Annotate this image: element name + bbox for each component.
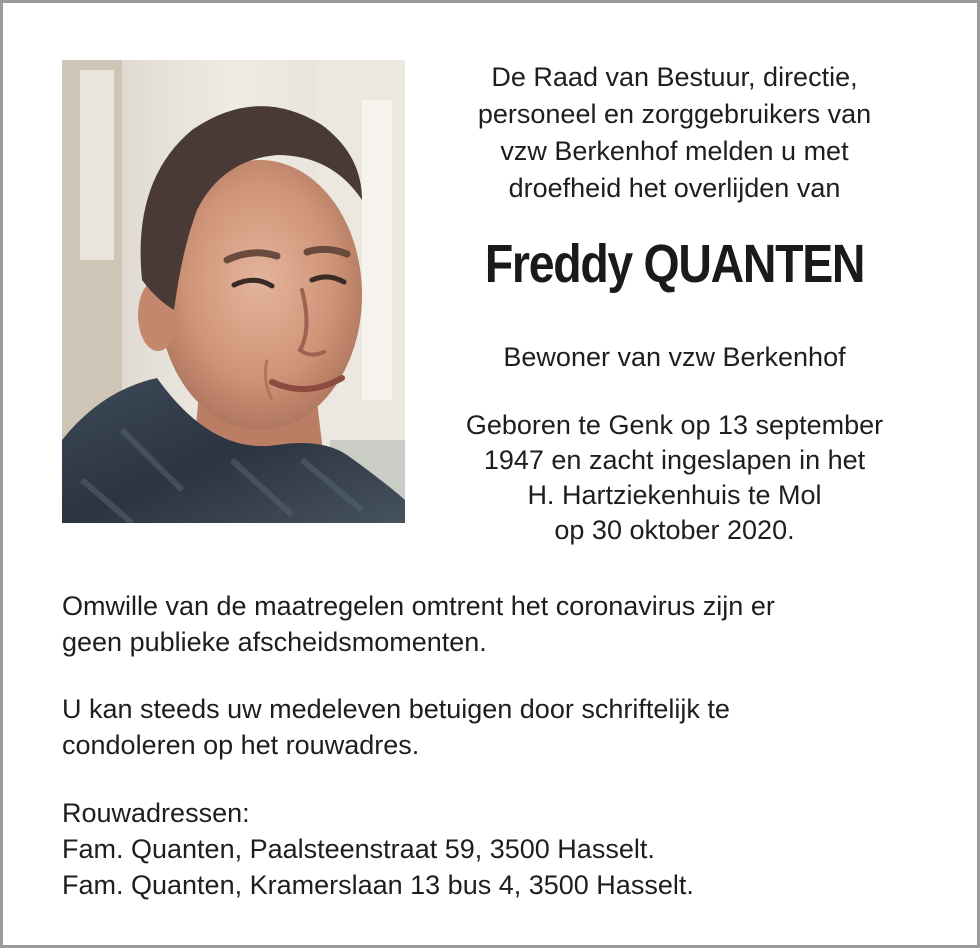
intro-text bbox=[423, 59, 926, 207]
intro-line: droefheid het overlijden van bbox=[508, 173, 841, 203]
addresses-heading: Rouwadressen: bbox=[62, 798, 250, 828]
birth-line: op 30 oktober 2020. bbox=[554, 515, 795, 545]
address-line: Fam. Quanten, Kramerslaan 13 bus 4, 3500 Hasselt. bbox=[62, 870, 694, 900]
birth-line: 1947 en zacht ingeslapen in het bbox=[483, 445, 866, 475]
address-line: Fam. Quanten, Paalsteenstraat 59, 3500 Hasselt. bbox=[62, 834, 655, 864]
portrait-illustration bbox=[62, 60, 405, 523]
mourning-addresses bbox=[62, 795, 942, 903]
intro-line: De Raad van Bestuur, directie, bbox=[491, 62, 858, 92]
birth-line: H. Hartziekenhuis te Mol bbox=[527, 480, 822, 510]
intro-line: personeel en zorggebruikers van bbox=[477, 99, 872, 129]
condolence-line: U kan steeds uw medeleven betuigen door schriftelijk te bbox=[62, 694, 730, 724]
deceased-role: Bewoner van vzw Berkenhof bbox=[503, 342, 846, 372]
condolence-notice bbox=[62, 691, 942, 763]
birth-death-text bbox=[423, 408, 926, 548]
corona-notice bbox=[62, 588, 942, 660]
intro-line: vzw Berkenhof melden u met bbox=[500, 136, 849, 166]
corona-line: Omwille van de maatregelen omtrent het coronavirus zijn er bbox=[62, 591, 775, 621]
deceased-name: Freddy QUANTEN bbox=[484, 234, 865, 294]
portrait-photo bbox=[62, 60, 405, 523]
condolence-line: condoleren op het rouwadres. bbox=[62, 730, 420, 760]
birth-line: Geboren te Genk op 13 september bbox=[465, 410, 884, 440]
corona-line: geen publieke afscheidsmomenten. bbox=[62, 627, 487, 657]
